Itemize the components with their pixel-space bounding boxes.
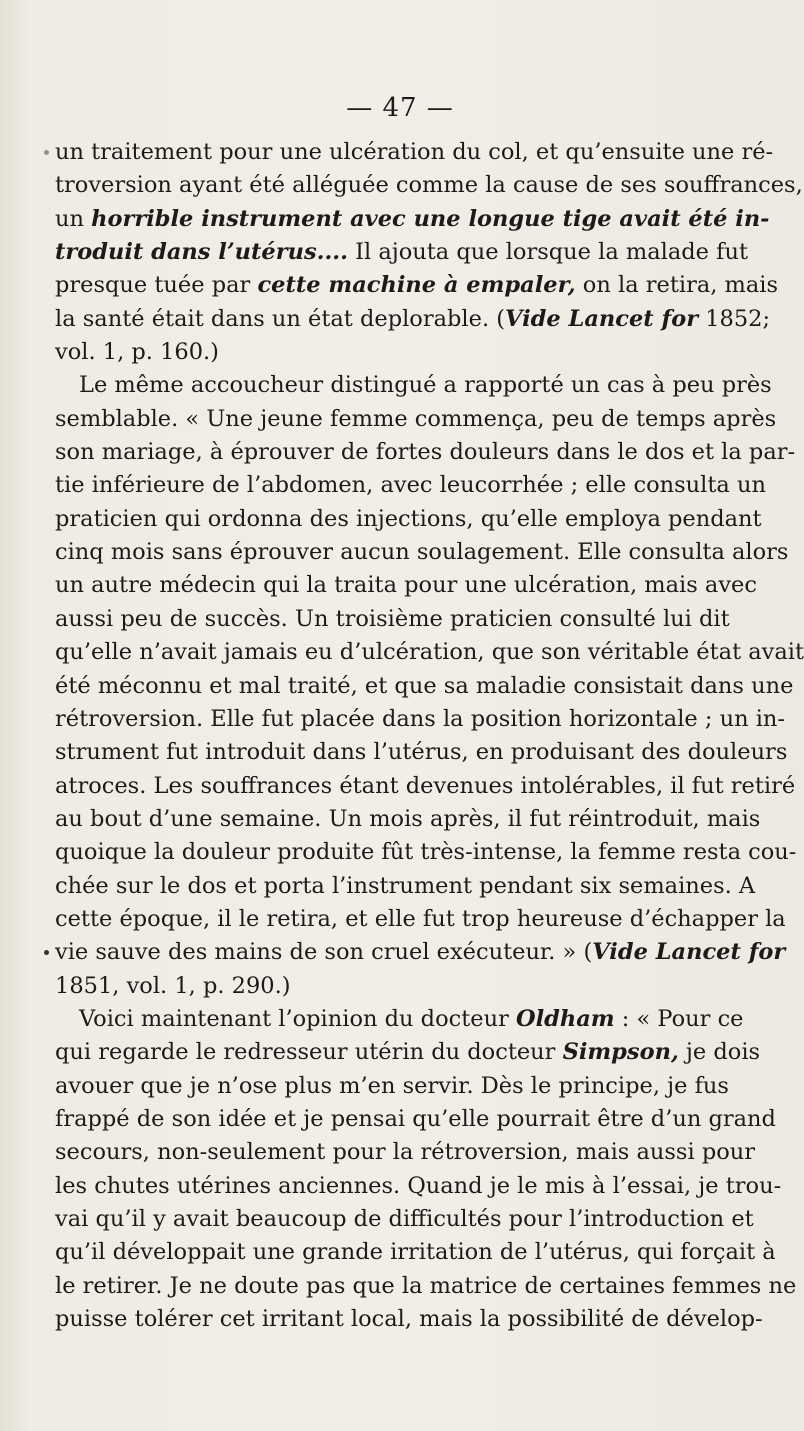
text-run: 1851, vol. 1, p. 290.)	[55, 972, 291, 999]
text-run: qui regarde le redresseur utérin du docteur	[55, 1039, 563, 1066]
emphasis-text: Vide Lancet for	[505, 305, 699, 332]
text-line	[55, 670, 794, 703]
text-line	[55, 903, 786, 936]
text-line	[55, 970, 715, 1003]
text-run: vol. 1, p. 160.)	[55, 339, 219, 366]
text-run: Le même accoucheur distingué a rapporté un cas à peu près	[79, 372, 772, 399]
text-line	[55, 169, 803, 202]
text-line	[55, 503, 762, 536]
text-run: vai qu’il y avait beaucoup de difficultés pour l’introduction et	[55, 1206, 754, 1232]
text-line	[55, 1270, 797, 1303]
text-run: au bout d’une semaine. Un mois après, il fut réintroduit, mais	[55, 805, 761, 832]
text-line	[55, 1136, 756, 1169]
text-run: on la retira, mais	[575, 272, 779, 299]
text-line	[55, 1170, 782, 1203]
text-run: cette époque, il le retira, et elle fut trop heureuse d’échapper la	[55, 905, 786, 932]
text-line	[55, 1070, 729, 1103]
text-run: quoique la douleur produite fût très-intense, la femme resta cou-	[55, 839, 797, 866]
text-line	[55, 136, 774, 169]
text-run: un	[55, 205, 92, 232]
text-run: puisse tolérer cet irritant local, mais la possibilité de dévelop-	[55, 1306, 763, 1333]
body-text	[55, 136, 804, 1336]
text-run: 1852;	[698, 305, 771, 332]
text-line	[55, 303, 771, 336]
emphasis-text: Simpson,	[562, 1039, 679, 1066]
text-line	[55, 770, 796, 803]
text-run: été méconnu et mal traité, et que sa maladie consistait dans une	[55, 672, 794, 699]
text-run: presque tuée par	[55, 272, 258, 299]
text-run: un traitement pour une ulcération du col, et qu’ensuite une ré-	[55, 139, 774, 165]
text-line	[55, 1303, 763, 1336]
text-run: rétroversion. Elle fut placée dans la position horizontale ; un in-	[55, 705, 786, 732]
text-run: je dois	[678, 1039, 761, 1066]
text-line	[55, 203, 770, 236]
text-line	[55, 703, 786, 736]
text-line	[55, 736, 788, 769]
text-line	[55, 569, 757, 602]
text-line	[55, 936, 786, 969]
margin-mark	[44, 150, 49, 155]
text-run: Voici maintenant l’opinion du docteur	[79, 1005, 516, 1032]
emphasis-text: cette machine à empaler,	[257, 272, 576, 299]
text-run: le retirer. Je ne doute pas que la matrice de certaines femmes ne	[55, 1272, 797, 1299]
text-line	[55, 369, 772, 402]
text-line	[55, 1003, 744, 1036]
text-line	[55, 469, 766, 502]
emphasis-text: Oldham	[515, 1005, 615, 1032]
text-line	[55, 870, 756, 903]
emphasis-text: horrible instrument avec une longue tige avait été in-	[91, 205, 770, 232]
text-run: secours, non-seulement pour la rétroversion, mais aussi pour	[55, 1139, 756, 1166]
text-run: semblable. « Une jeune femme commença, peu de temps après	[55, 405, 777, 432]
text-run: avouer que je n’ose plus m’en servir. Dès le principe, je fus	[55, 1072, 729, 1099]
text-line	[55, 336, 715, 369]
text-run: chée sur le dos et porta l’instrument pendant six semaines. A	[55, 872, 756, 899]
text-run: qu’elle n’avait jamais eu d’ulcération, que son véritable état avait	[55, 639, 804, 666]
text-line	[55, 836, 797, 869]
text-line	[55, 1203, 754, 1236]
page-number: — 47 —	[346, 93, 454, 123]
text-line	[55, 1036, 761, 1069]
text-run: les chutes utérines anciennes. Quand je le mis à l’essai, je trou-	[55, 1172, 782, 1199]
text-run: un autre médecin qui la traita pour une ulcération, mais avec	[55, 572, 757, 599]
text-run: aussi peu de succès. Un troisième praticien consulté lui dit	[55, 605, 730, 632]
text-line	[55, 636, 804, 669]
text-run: strument fut introduit dans l’utérus, en produisant des douleurs	[55, 739, 788, 766]
text-line	[55, 1236, 776, 1269]
emphasis-text: Vide Lancet for	[592, 939, 786, 966]
text-line	[55, 269, 779, 302]
text-line	[55, 403, 777, 436]
text-run: la santé était dans un état deplorable. (	[55, 305, 506, 332]
margin-mark	[44, 950, 49, 955]
text-line	[55, 436, 796, 469]
text-line	[55, 1103, 776, 1136]
text-run: son mariage, à éprouver de fortes douleurs dans le dos et la par-	[55, 439, 796, 466]
text-run: tie inférieure de l’abdomen, avec leucorrhée ; elle consulta un	[55, 472, 766, 499]
text-run: praticien qui ordonna des injections, qu’elle employa pendant	[55, 505, 762, 532]
text-run: atroces. Les souffrances étant devenues intolérables, il fut retiré	[55, 772, 796, 799]
text-run: cinq mois sans éprouver aucun soulagement. Elle consulta alors	[55, 539, 789, 566]
text-run: qu’il développait une grande irritation de l’utérus, qui forçait à	[55, 1239, 776, 1266]
text-run: troversion ayant été alléguée comme la cause de ses souffrances,	[55, 172, 803, 199]
text-run: Il ajouta que lorsque la malade fut	[347, 239, 748, 266]
text-line	[55, 536, 789, 569]
text-run: : « Pour ce	[614, 1005, 744, 1032]
emphasis-text: troduit dans l’utérus....	[55, 239, 348, 266]
text-run: vie sauve des mains de son cruel exécuteur. » (	[55, 939, 593, 966]
text-line	[55, 236, 748, 269]
text-run: frappé de son idée et je pensai qu’elle pourrait être d’un grand	[55, 1105, 776, 1132]
text-line	[55, 803, 761, 836]
text-line	[55, 603, 730, 636]
